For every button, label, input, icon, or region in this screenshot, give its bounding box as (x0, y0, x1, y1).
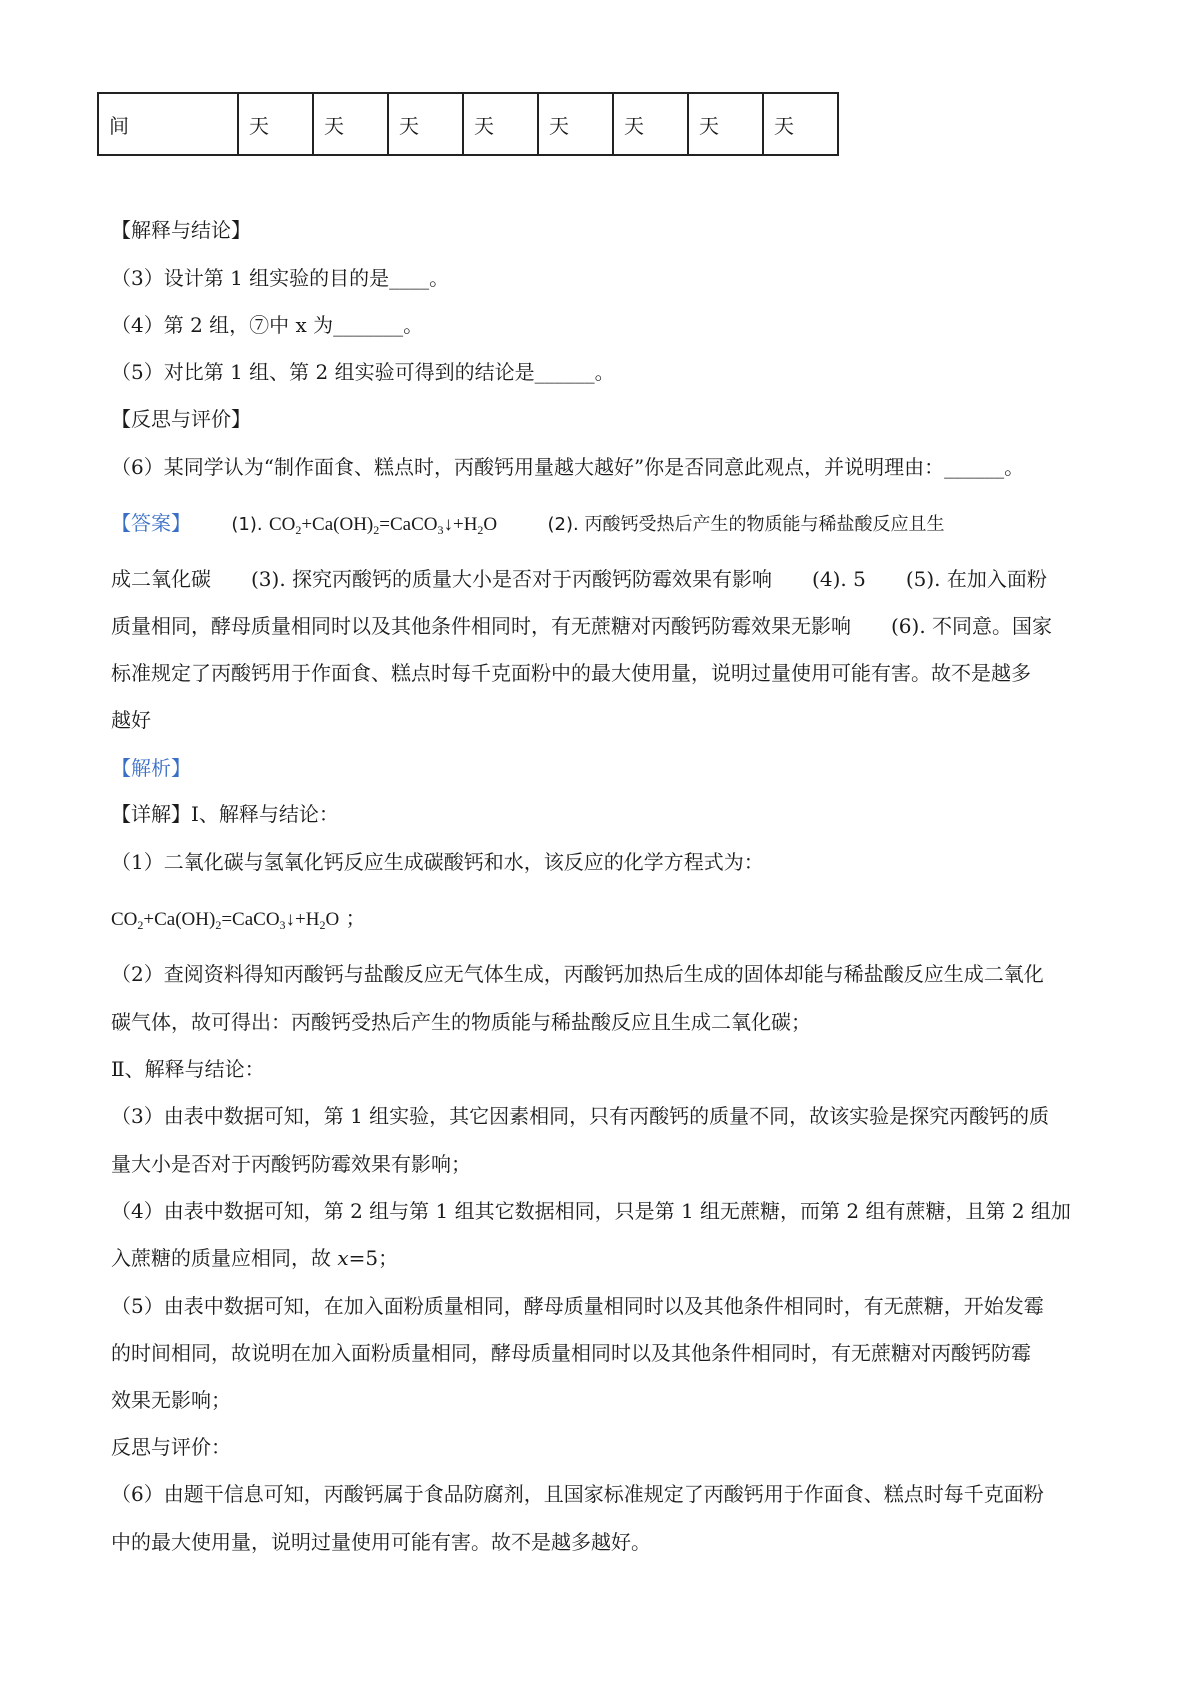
reflect-heading: 【反思与评价】 (111, 407, 251, 431)
detail-p6-line-2: 中的最大使用量，说明过量使用可能有害。故不是越多越好。 (111, 1530, 651, 1554)
detail-p6-line-1: （6）由题干信息可知，丙酸钙属于食品防腐剂，且国家标准规定了丙酸钙用于作面食、糕点时每千克面粉 (111, 1482, 1044, 1506)
table-cell: 天 (538, 93, 613, 155)
question-6: （6）某同学认为“制作面食、糕点时，丙酸钙用量越大越好”你是否同意此观点，并说明理由：______。 (111, 455, 1025, 479)
detail-p1-equation: $CO_2+Ca(OH)_2=CaCO_3↓+H_2O$ (111, 909, 340, 932)
detail-p2-line-2: 碳气体，故可得出：丙酸钙受热后产生的物质能与稀盐酸反应且生成二氧化碳； (111, 1010, 811, 1034)
detail-p4-line-2 (111, 1244, 1111, 1272)
table-row (98, 93, 838, 155)
table-cell: 间 (98, 93, 238, 155)
answer-line-3: 质量相同，酵母质量相同时以及其他条件相同时，有无蔗糖对丙酸钙防霉效果无影响 (6). 不同意。国家 (111, 614, 1053, 638)
answer-1-equation: $CO_2+Ca(OH)_2=CaCO_3↓+H_2O$ (268, 514, 498, 537)
detail-heading: 【详解】Ⅰ、解释与结论： (111, 802, 339, 826)
answer-line-1 (111, 509, 1111, 544)
table-cell: 天 (238, 93, 313, 155)
detail-p1-equation-tail: ； (345, 906, 366, 930)
detail-p4-line-2-post: =5； (348, 1246, 399, 1270)
detail-p5-line-2: 的时间相同，故说明在加入面粉质量相同，酵母质量相同时以及其他条件相同时，有无蔗糖对丙酸钙防霉 (111, 1341, 1031, 1365)
detail-p4-variable: x (337, 1246, 349, 1270)
detail-p3-line-1: （3）由表中数据可知，第 1 组实验，其它因素相同，只有丙酸钙的质量不同，故该实验是探究丙酸钙的质 (111, 1104, 1050, 1128)
detail-section-3: 反思与评价： (111, 1435, 231, 1459)
answer-2: (2). 丙酸钙受热后产生的物质能与稀盐酸反应且生 (547, 514, 945, 535)
question-4: （4）第 2 组，⑦中 x 为_______。 (111, 313, 424, 337)
detail-p3-line-2: 量大小是否对于丙酸钙防霉效果有影响； (111, 1152, 471, 1176)
detail-p4-line-2-pre: 入蔗糖的质量应相同，故 (111, 1246, 338, 1270)
experiment-table-fragment (97, 92, 839, 156)
answer-tag: 【答案】 (111, 511, 191, 535)
detail-p1: （1）二氧化碳与氢氧化钙反应生成碳酸钙和水，该反应的化学方程式为： (111, 850, 764, 874)
table-cell: 天 (688, 93, 763, 155)
question-3: （3）设计第 1 组实验的目的是____。 (111, 266, 450, 290)
table-cell: 天 (313, 93, 388, 155)
table-cell: 天 (463, 93, 538, 155)
answer-line-4: 标准规定了丙酸钙用于作面食、糕点时每千克面粉中的最大使用量，说明过量使用可能有害。故不是越多 (111, 661, 1031, 685)
detail-p2-line-1: （2）查阅资料得知丙酸钙与盐酸反应无气体生成，丙酸钙加热后生成的固体却能与稀盐酸反应生成二氧化 (111, 962, 1044, 986)
detail-section-2: Ⅱ、解释与结论： (111, 1057, 265, 1081)
detail-p5-line-3: 效果无影响； (111, 1388, 231, 1412)
detail-p5-line-1: （5）由表中数据可知，在加入面粉质量相同，酵母质量相同时以及其他条件相同时，有无蔗糖，开始发霉 (111, 1294, 1044, 1318)
analysis-tag: 【解析】 (111, 756, 191, 780)
detail-p1-equation-line (111, 904, 1111, 939)
table-cell: 天 (613, 93, 688, 155)
answer-line-5: 越好 (111, 708, 151, 732)
answer-1-number: (1). (231, 514, 263, 535)
table-cell: 天 (388, 93, 463, 155)
detail-p4-line-1: （4）由表中数据可知，第 2 组与第 1 组其它数据相同，只是第 1 组无蔗糖，而第 2 组有蔗糖，且第 2 组加 (111, 1199, 1071, 1223)
question-5: （5）对比第 1 组、第 2 组实验可得到的结论是______。 (111, 360, 615, 384)
table-cell: 天 (763, 93, 838, 155)
answer-line-2: 成二氧化碳 (3). 探究丙酸钙的质量大小是否对于丙酸钙防霉效果有影响 (4). 5 (5). 在加入面粉 (111, 567, 1047, 591)
interpret-heading: 【解释与结论】 (111, 218, 251, 242)
